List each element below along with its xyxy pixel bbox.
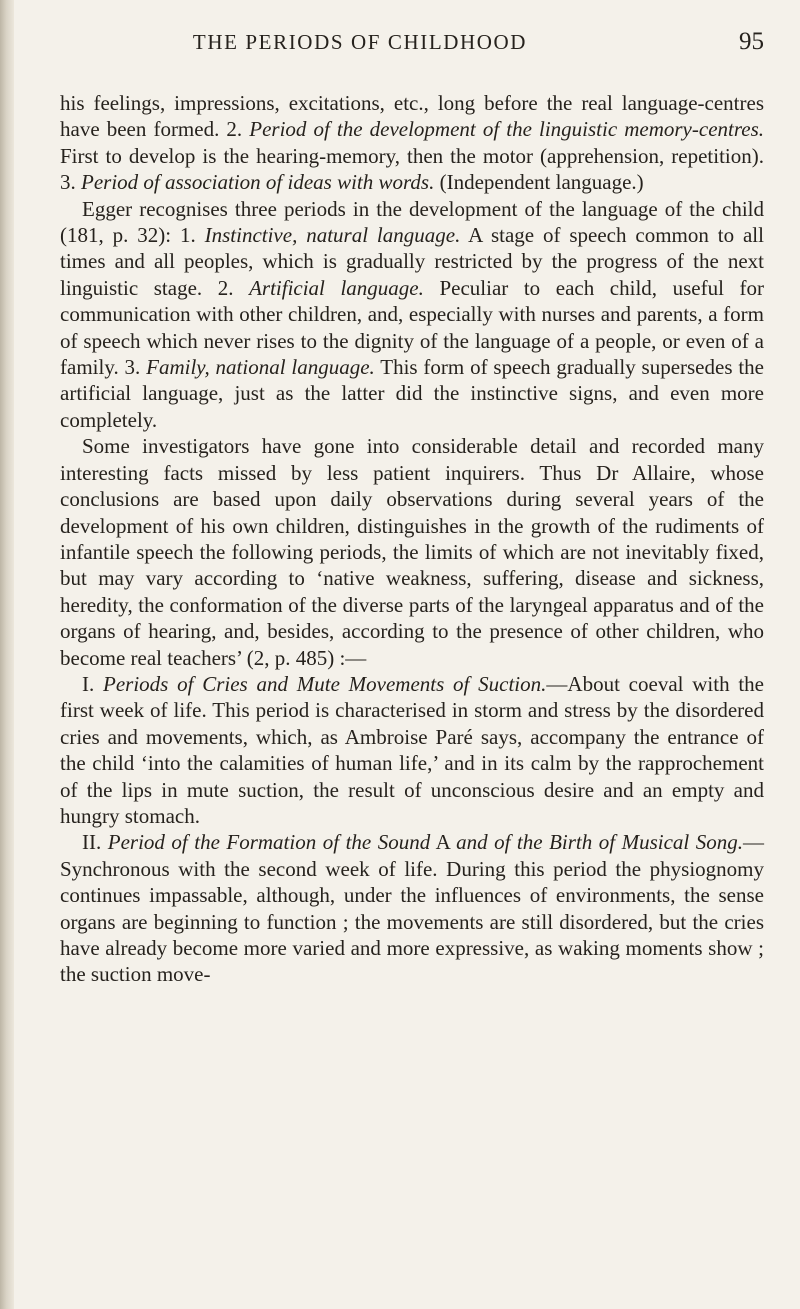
paragraph — [60, 671, 764, 829]
page-number: 95 — [739, 28, 764, 55]
text-span: his feelings, impressions, excitations, etc., long before the real language-centres have been formed. 2. — [60, 91, 764, 142]
paragraph — [60, 196, 764, 434]
italic-heading-span: Period of association of ideas with words. — [81, 170, 435, 195]
italic-heading-span: Family, national language. — [146, 355, 375, 380]
italic-heading-span: and of the Birth of Musical Song. — [456, 830, 743, 855]
text-span: This form of speech gradually supersedes the artificial language, just as the latter did the instinctive signs, and even more completely. — [60, 355, 764, 432]
body-text — [60, 90, 764, 988]
running-head — [0, 22, 800, 62]
paragraph — [60, 829, 764, 987]
text-span: Egger recognises three periods in the development of the language of the child (181, p. 32): 1. — [60, 196, 764, 248]
text-span: —Synchronous with the second week of life. During this period the physiognomy continues impassable, although, under the influences of environments, the sense organs are beginning to function ; the movements are still disordered, but the cries have already become more varied and more expressive, as waking moments show ; the suction move- — [60, 830, 764, 987]
running-head-title: THE PERIODS OF CHILDHOOD — [192, 30, 528, 54]
text-span: (Independent language.) — [434, 170, 644, 195]
text-span: —About coeval with the first week of life. This period is characterised in storm and stress by the disordered cries and movements, which, as Ambroise Paré says, accompany the entrance of the child ‘into the calamities of human life,’ and in its calm by the rapprochement of the lips in mute suction, the result of unconscious desire and an empty and hungry stomach. — [60, 671, 764, 828]
text-span: I. — [82, 671, 104, 696]
italic-heading-span: Instinctive, natural language. — [204, 223, 461, 248]
text-span: II. — [82, 830, 108, 855]
italic-heading-span: Period of the development of the linguistic memory-centres. — [249, 117, 764, 142]
text-span: Some investigators have gone into considerable detail and recorded many interesting facts missed by less patient inquirers. Thus Dr Allaire, whose conclusions are based upon daily observations during several years of the development of his own children, distinguishes in the growth of the rudiments of infantile speech the following periods, the limits of which are not inevitably fixed, but may vary according to ‘native weakness, suffering, disease and sickness, heredity, the conformation of the diverse parts of the laryngeal apparatus and of the organs of hearing, and, besides, according to the presence of other children, who become real teachers’ (2, p. 485) :— — [60, 434, 764, 670]
text-span: Peculiar to each child, useful for communication with other children, and, especially with nurses and parents, a form of speech which never rises to the dignity of the language of a people, or even of a family. 3. — [60, 275, 764, 380]
text-span: A stage of speech common to all times and all peoples, which is gradually restricted by the progress of the next linguistic stage. 2. — [60, 223, 764, 300]
paragraph — [60, 433, 764, 671]
italic-heading-span: Periods of Cries and Mute Movements of Suction. — [103, 671, 547, 696]
italic-heading-span: Period of the Formation of the Sound — [107, 830, 431, 855]
text-span: First to develop is the hearing-memory, then the motor (apprehension, repetition). 3. — [60, 143, 764, 195]
text-span: A — [430, 830, 457, 855]
page-gutter-shadow — [0, 0, 14, 1309]
paragraph — [60, 90, 764, 196]
italic-heading-span: Artificial language. — [249, 275, 424, 300]
